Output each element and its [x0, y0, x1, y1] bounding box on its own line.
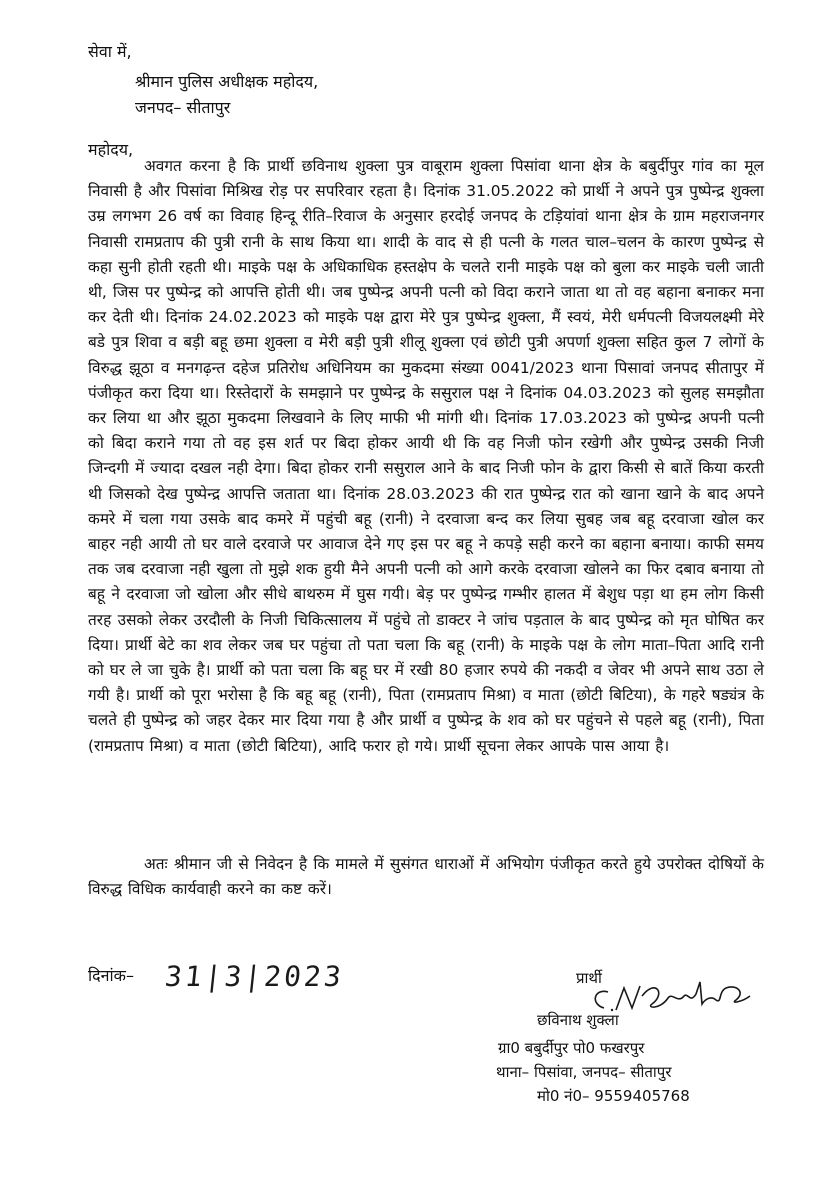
- salutation: सेवा में,: [88, 42, 132, 61]
- salutation-sir: महोदय,: [88, 140, 134, 159]
- applicant-village: ग्रा0 बबुर्दीपुर पो0 फखरपुर: [498, 1039, 645, 1057]
- applicant-name: छविनाथ शुक्ला: [537, 1011, 619, 1029]
- applicant-thana: थाना– पिसांवा, जनपद– सीतापुर: [496, 1063, 672, 1081]
- date-label: दिनांक–: [88, 966, 134, 985]
- request-paragraph: अतः श्रीमान जी से निवेदन है कि मामले में सुसंगत धाराओं में अभियोग पंजीकृत करते हुये उपरोक्त दोषियों के विरुद्ध विधिक कार्यवाही करने का कष्ट करें।: [88, 855, 764, 899]
- handwritten-date: 31|3|2023: [163, 960, 346, 993]
- applicant-mobile: मो0 नं0– 9559405768: [537, 1087, 690, 1105]
- letter-body-paragraph: अवगत करना है कि प्रार्थी छविनाथ शुक्ला पुत्र वाबूराम शुक्ला पिसांवा थाना क्षेत्र के बबुर्दीपुर गांव का मूल निवासी है और पिसांवा मिश्रिख रोड़ पर सपरिवार रहता है। दिनांक 31.05.2022 को प्रार्थी ने अपने पुत्र पुष्पेन्द्र शुक्ला उम्र लगभग 26 वर्ष का विवाह हिन्दू रीति–रिवाज के अनुसार हरदोई जनपद के टड़ियांवां थाना क्षेत्र के ग्राम महराजनगर निवासी रामप्रताप की पुत्री रानी के साथ किया था। शादी के वाद से ही पत्नी के गलत चाल–चलन के कारण पुष्पेन्द्र से कहा सुनी होती रहती थी। माइके पक्ष के अधिकाधिक हस्तक्षेप के चलते रानी माइके पक्ष को बुला कर माइके चली जाती थी, जिस पर पुष्पेन्द्र को आपत्ति होती थी। जब पुष्पेन्द्र अपनी पत्नी को विदा कराने जाता था तो वह बहाना बनाकर मना कर देती थी। दिनांक 24.02.2023 को माइके पक्ष द्वारा मेरे पुत्र पुष्पेन्द्र शुक्ला, मैं स्वयं, मेरी धर्मपत्नी विजयलक्ष्मी मेरे बडे पुत्र शिवा व बड़ी बहू छमा शुक्ला व मेरी बड़ी पुत्री शीलू शुक्ला एवं छोटी पुत्री अपर्णा शुक्ला सहित कुल 7 लोगों के विरुद्ध झूठा व मनगढ़न्त दहेज प्रतिरोध अधिनियम का मुकदमा संख्या 0041/2023 थाना पिसावां जनपद सीतापुर में पंजीकृत करा दिया था। रिस्तेदारों के समझाने पर पुष्पेन्द्र के ससुराल पक्ष ने दिनांक 04.03.2023 को सुलह समझौता कर लिया था और झूठा मुकदमा लिखवाने के लिए माफी भी मांगी थी। दिनांक 17.03.2023 को पुष्पेन्द्र अपनी पत्नी को बिदा कराने गया तो वह इस शर्त पर बिदा होकर आयी थी कि वह निजी फोन रखेगी और पुष्पेन्द्र उसकी निजी जिन्दगी में ज्यादा दखल नही देगा। बिदा होकर रानी ससुराल आने के बाद निजी फोन के द्वारा किसी से बातें किया करती थी जिसको देख पुष्पेन्द्र आपत्ति जताता था। दिनांक 28.03.2023 की रात पुष्पेन्द्र रात को खाना खाने के बाद अपने कमरे में चला गया उसके बाद कमरे में पहुंची बहू (रानी) ने दरवाजा बन्द कर लिया सुबह जब बहू दरवाजा खोल कर बाहर नही आयी तो घर वाले दरवाजे पर आवाज देने गए इस पर बहू ने कपड़े सही करने का बहाना बनाया। काफी समय तक जब दरवाजा नही खुला तो मुझे शक हुयी मैने अपनी पत्नी को आगे करके दरवाजा खोलने का फिर दबाव बनाया तो बहू ने दरवाजा जो खोला और सीधे बाथरुम में घुस गयी। बेड़ पर पुष्पेन्द्र गम्भीर हालत में बेशुध पड़ा था हम लोग किसी तरह उसको लेकर उरदौली के निजी चिकित्सालय में पहुंचे तो डाक्टर ने जांच पड़ताल के बाद पुष्पेन्द्र को मृत घोषित कर दिया। प्रार्थी बेटे का शव लेकर जब घर पहुंचा तो पता चला कि बहू (रानी) के माइके पक्ष के लोग माता–पिता आदि रानी को घर ले जा चुके है। प्रार्थी को पता चला कि बहू घर में रखी 80 हजार रुपये की नकदी व जेवर भी अपने साथ उठा ले गयी है। प्रार्थी को पूरा भरोसा है कि बहू बहू (रानी), पिता (रामप्रताप मिश्रा) व माता (छोटी बिटिया), के गहरे षड्यंत्र के चलते ही पुष्पेन्द्र को जहर देकर मार दिया गया है और प्रार्थी व पुष्पेन्द्र के शव को घर पहुंचने से पहले बहू (रानी), पिता (रामप्रताप मिश्रा) व माता (छोटी बिटिया), आदि फरार हो गये। प्रार्थी सूचना लेकर आपके पास आया है।: [88, 157, 764, 755]
- addressee-line-1: श्रीमान पुलिस अधीक्षक महोदय,: [135, 72, 319, 91]
- addressee-line-2: जनपद– सीतापुर: [135, 98, 231, 117]
- applicant-label: प्रार्थी: [576, 969, 602, 987]
